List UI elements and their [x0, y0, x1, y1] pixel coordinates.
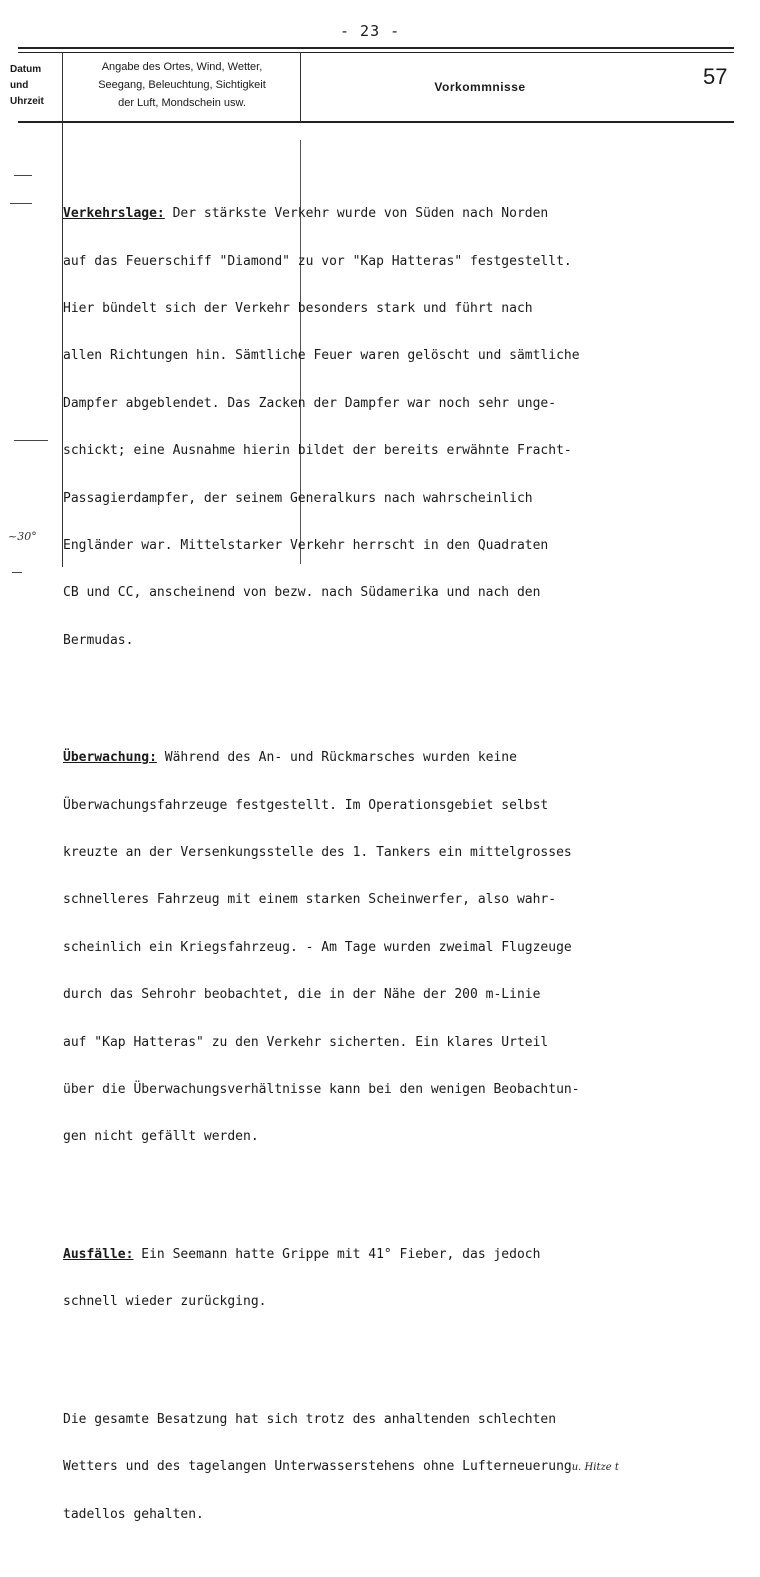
header-rule-second [18, 52, 734, 53]
date-header-line: Datum [10, 64, 42, 75]
paragraph-crew [63, 1380, 753, 1554]
paragraph-casualties [63, 1215, 753, 1341]
text-line: Dampfer abgeblendet. Das Zacken der Dampfer war noch sehr unge- [63, 395, 557, 411]
text-line: Engländer war. Mittelstarker Verkehr herrscht in den Quadraten [63, 537, 549, 553]
paragraph-first-line [63, 206, 753, 222]
text-line: tadellos gehalten. [63, 1506, 204, 1522]
date-header-line: und [10, 80, 29, 91]
handwritten-note: u. Hitze t [571, 1462, 619, 1474]
margin-tick [12, 572, 22, 573]
heading-casualties: Ausfälle: [63, 1246, 134, 1262]
paragraph-first-line: Die gesamte Besatzung hat sich trotz des anhaltenden schlechten [63, 1411, 557, 1427]
text-line [63, 1459, 753, 1475]
text-line: auf das Feuerschiff "Diamond" zu vor "Kap Hatteras" festgestellt. [63, 253, 572, 269]
text-line: scheinlich ein Kriegsfahrzeug. - Am Tage wurden zweimal Flugzeuge [63, 939, 572, 955]
margin-tick [10, 203, 32, 204]
place-header-line: Angabe des Ortes, Wind, Wetter, [101, 61, 263, 73]
page-number: - 23 - [340, 22, 401, 40]
paragraph-first-line [63, 1247, 753, 1263]
date-header-line: Uhrzeit [10, 96, 44, 107]
text-line: schickt; eine Ausnahme hierin bildet der bereits erwähnte Fracht- [63, 443, 572, 459]
text-line: Bermudas. [63, 632, 134, 648]
text-line: schnell wieder zurückging. [63, 1294, 267, 1310]
log-body [63, 143, 753, 1577]
text-line: schnelleres Fahrzeug mit einem starken Scheinwerfer, also wahr- [63, 892, 557, 908]
line-text: Der stärkste Verkehr wurde von Süden nach Norden [164, 206, 549, 222]
place-column-header [66, 58, 298, 112]
text-line: allen Richtungen hin. Sämtliche Feuer waren gelöscht und sämtliche [63, 348, 580, 364]
margin-note: ~30° [8, 530, 37, 543]
header-rule-bottom [18, 121, 734, 123]
text-line: über die Überwachungsverhältnisse kann bei den wenigen Beobachtun- [63, 1082, 580, 1098]
heading-traffic: Verkehrslage: [63, 206, 165, 222]
text-line: Hier bündelt sich der Verkehr besonders stark und führt nach [63, 300, 533, 316]
text-line: CB und CC, anscheinend von bezw. nach Südamerika und nach den [63, 585, 541, 601]
paragraph-surveillance [63, 719, 753, 1177]
line-text: Ein Seemann hatte Grippe mit 41° Fieber, das jedoch [133, 1246, 541, 1262]
margin-tick [14, 175, 32, 176]
heading-surveillance: Überwachung: [63, 750, 157, 766]
place-header-line: der Luft, Mondschein usw. [118, 97, 246, 109]
text-line: kreuzte an der Versenkungsstelle des 1. Tankers ein mittelgrosses [63, 845, 572, 861]
text-line: auf "Kap Hatteras" zu den Verkehr sicherten. Ein klares Urteil [63, 1034, 549, 1050]
paragraph-traffic [63, 175, 753, 681]
text-line: Überwachungsfahrzeuge festgestellt. Im Operationsgebiet selbst [63, 797, 549, 813]
line-text: Während des An- und Rückmarsches wurden keine [156, 750, 517, 766]
margin-tick [14, 440, 48, 441]
place-header-line: Seegang, Beleuchtung, Sichtigkeit [98, 79, 266, 91]
folio-number: 57 [703, 64, 728, 89]
events-column-header: Vorkommnisse [434, 80, 526, 94]
paragraph-first-line [63, 750, 753, 766]
line-text: Wetters und des tagelangen Unterwasserstehens ohne Lufterneuerung [63, 1459, 572, 1475]
header-rule-top [18, 47, 734, 49]
text-line: durch das Sehrohr beobachtet, die in der Nähe der 200 m-Linie [63, 987, 541, 1003]
text-line: gen nicht gefällt werden. [63, 1129, 259, 1145]
date-column-header [10, 62, 60, 110]
text-line: Passagierdampfer, der seinem Generalkurs nach wahrscheinlich [63, 490, 533, 506]
